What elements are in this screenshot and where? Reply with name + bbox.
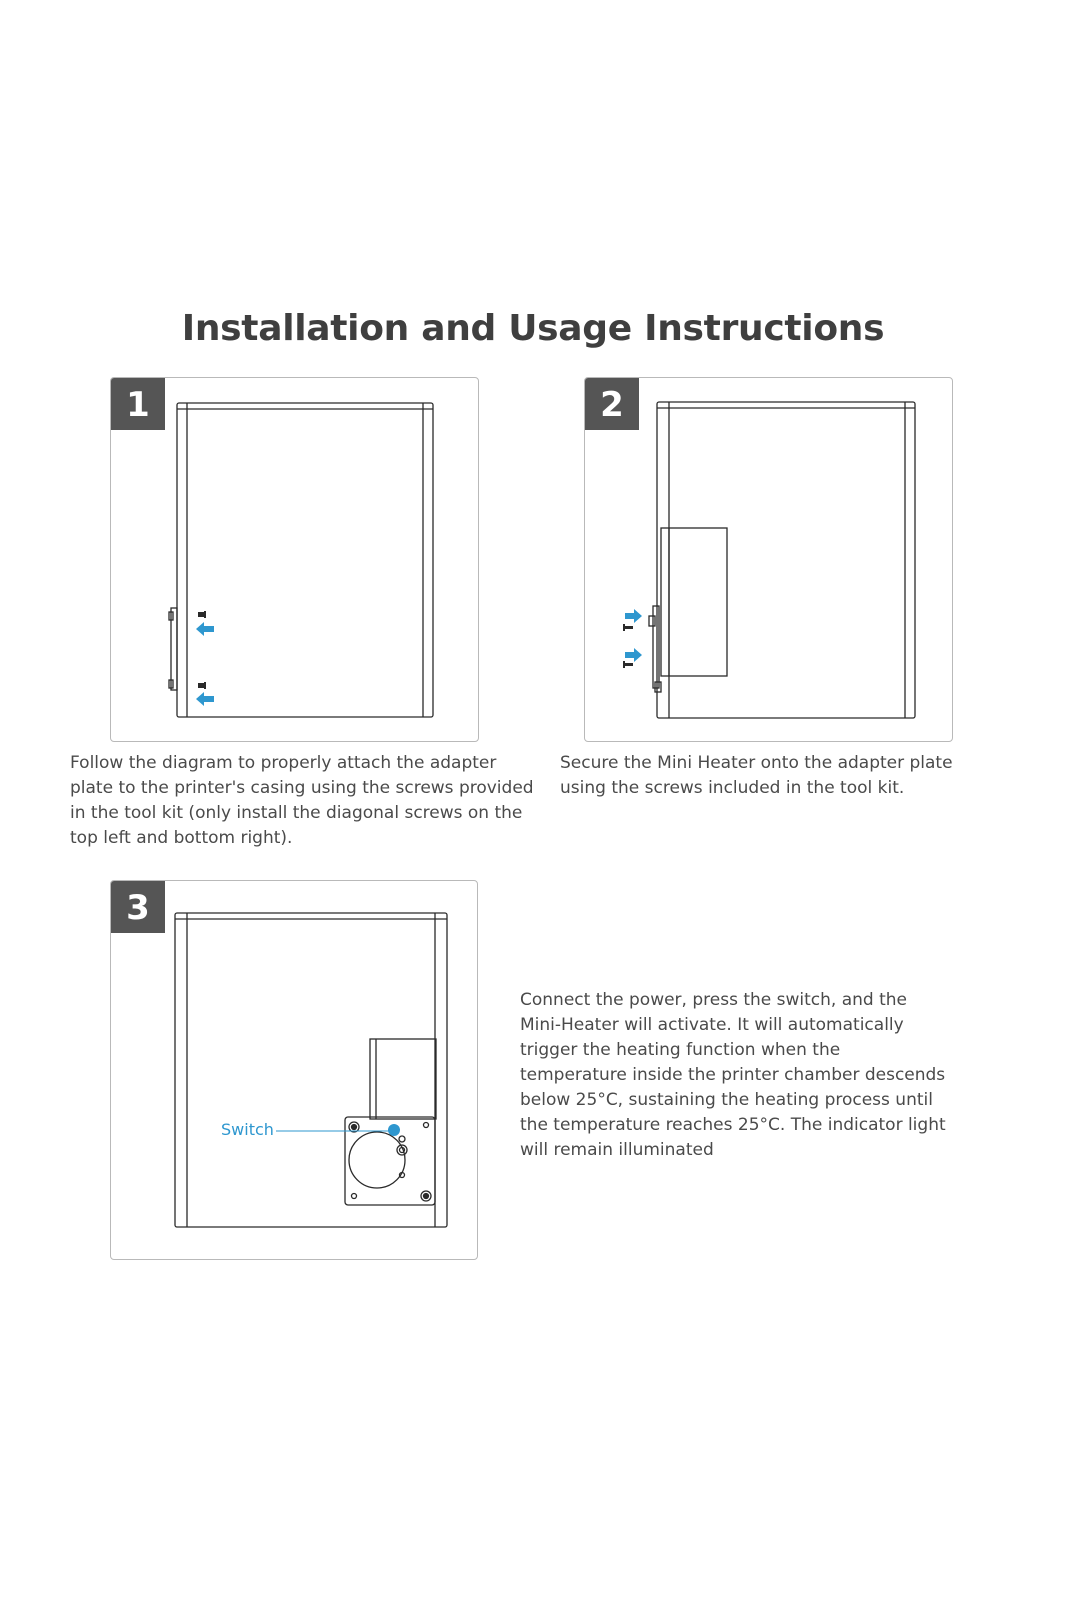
switch-label: Switch — [221, 1120, 274, 1139]
step-1-text: Follow the diagram to properly attach the adapter plate to the printer's casing using the screws provided in the tool kit (only install the diagonal screws on the top left and bottom right). — [70, 753, 534, 848]
page-title: Installation and Usage Instructions — [181, 308, 885, 349]
step-1-badge: 1 — [111, 378, 165, 430]
step-1-diagram — [111, 378, 478, 741]
step-2-text: Secure the Mini Heater onto the adapter plate using the screws included in the tool kit. — [560, 753, 953, 798]
step-2-panel — [584, 377, 953, 742]
step-1-panel — [110, 377, 479, 742]
step-3-badge: 3 — [111, 881, 165, 933]
screw-icon — [623, 624, 633, 668]
arrow-left-icon — [196, 622, 214, 706]
step-3-panel — [110, 880, 478, 1260]
step-3-text: Connect the power, press the switch, and the Mini-Heater will activate. It will automatically trigger the heating function when the temperature inside the printer chamber descends below 25°C, sustaining the heating process until the temperature reaches 25°C. The indicator light will remain illuminated — [520, 990, 946, 1160]
arrow-right-icon — [625, 609, 642, 662]
step-3-diagram — [111, 881, 477, 1259]
step-2-badge: 2 — [585, 378, 639, 430]
step-2-diagram — [585, 378, 952, 741]
screw-icon — [198, 611, 206, 689]
switch-indicator — [388, 1124, 400, 1136]
